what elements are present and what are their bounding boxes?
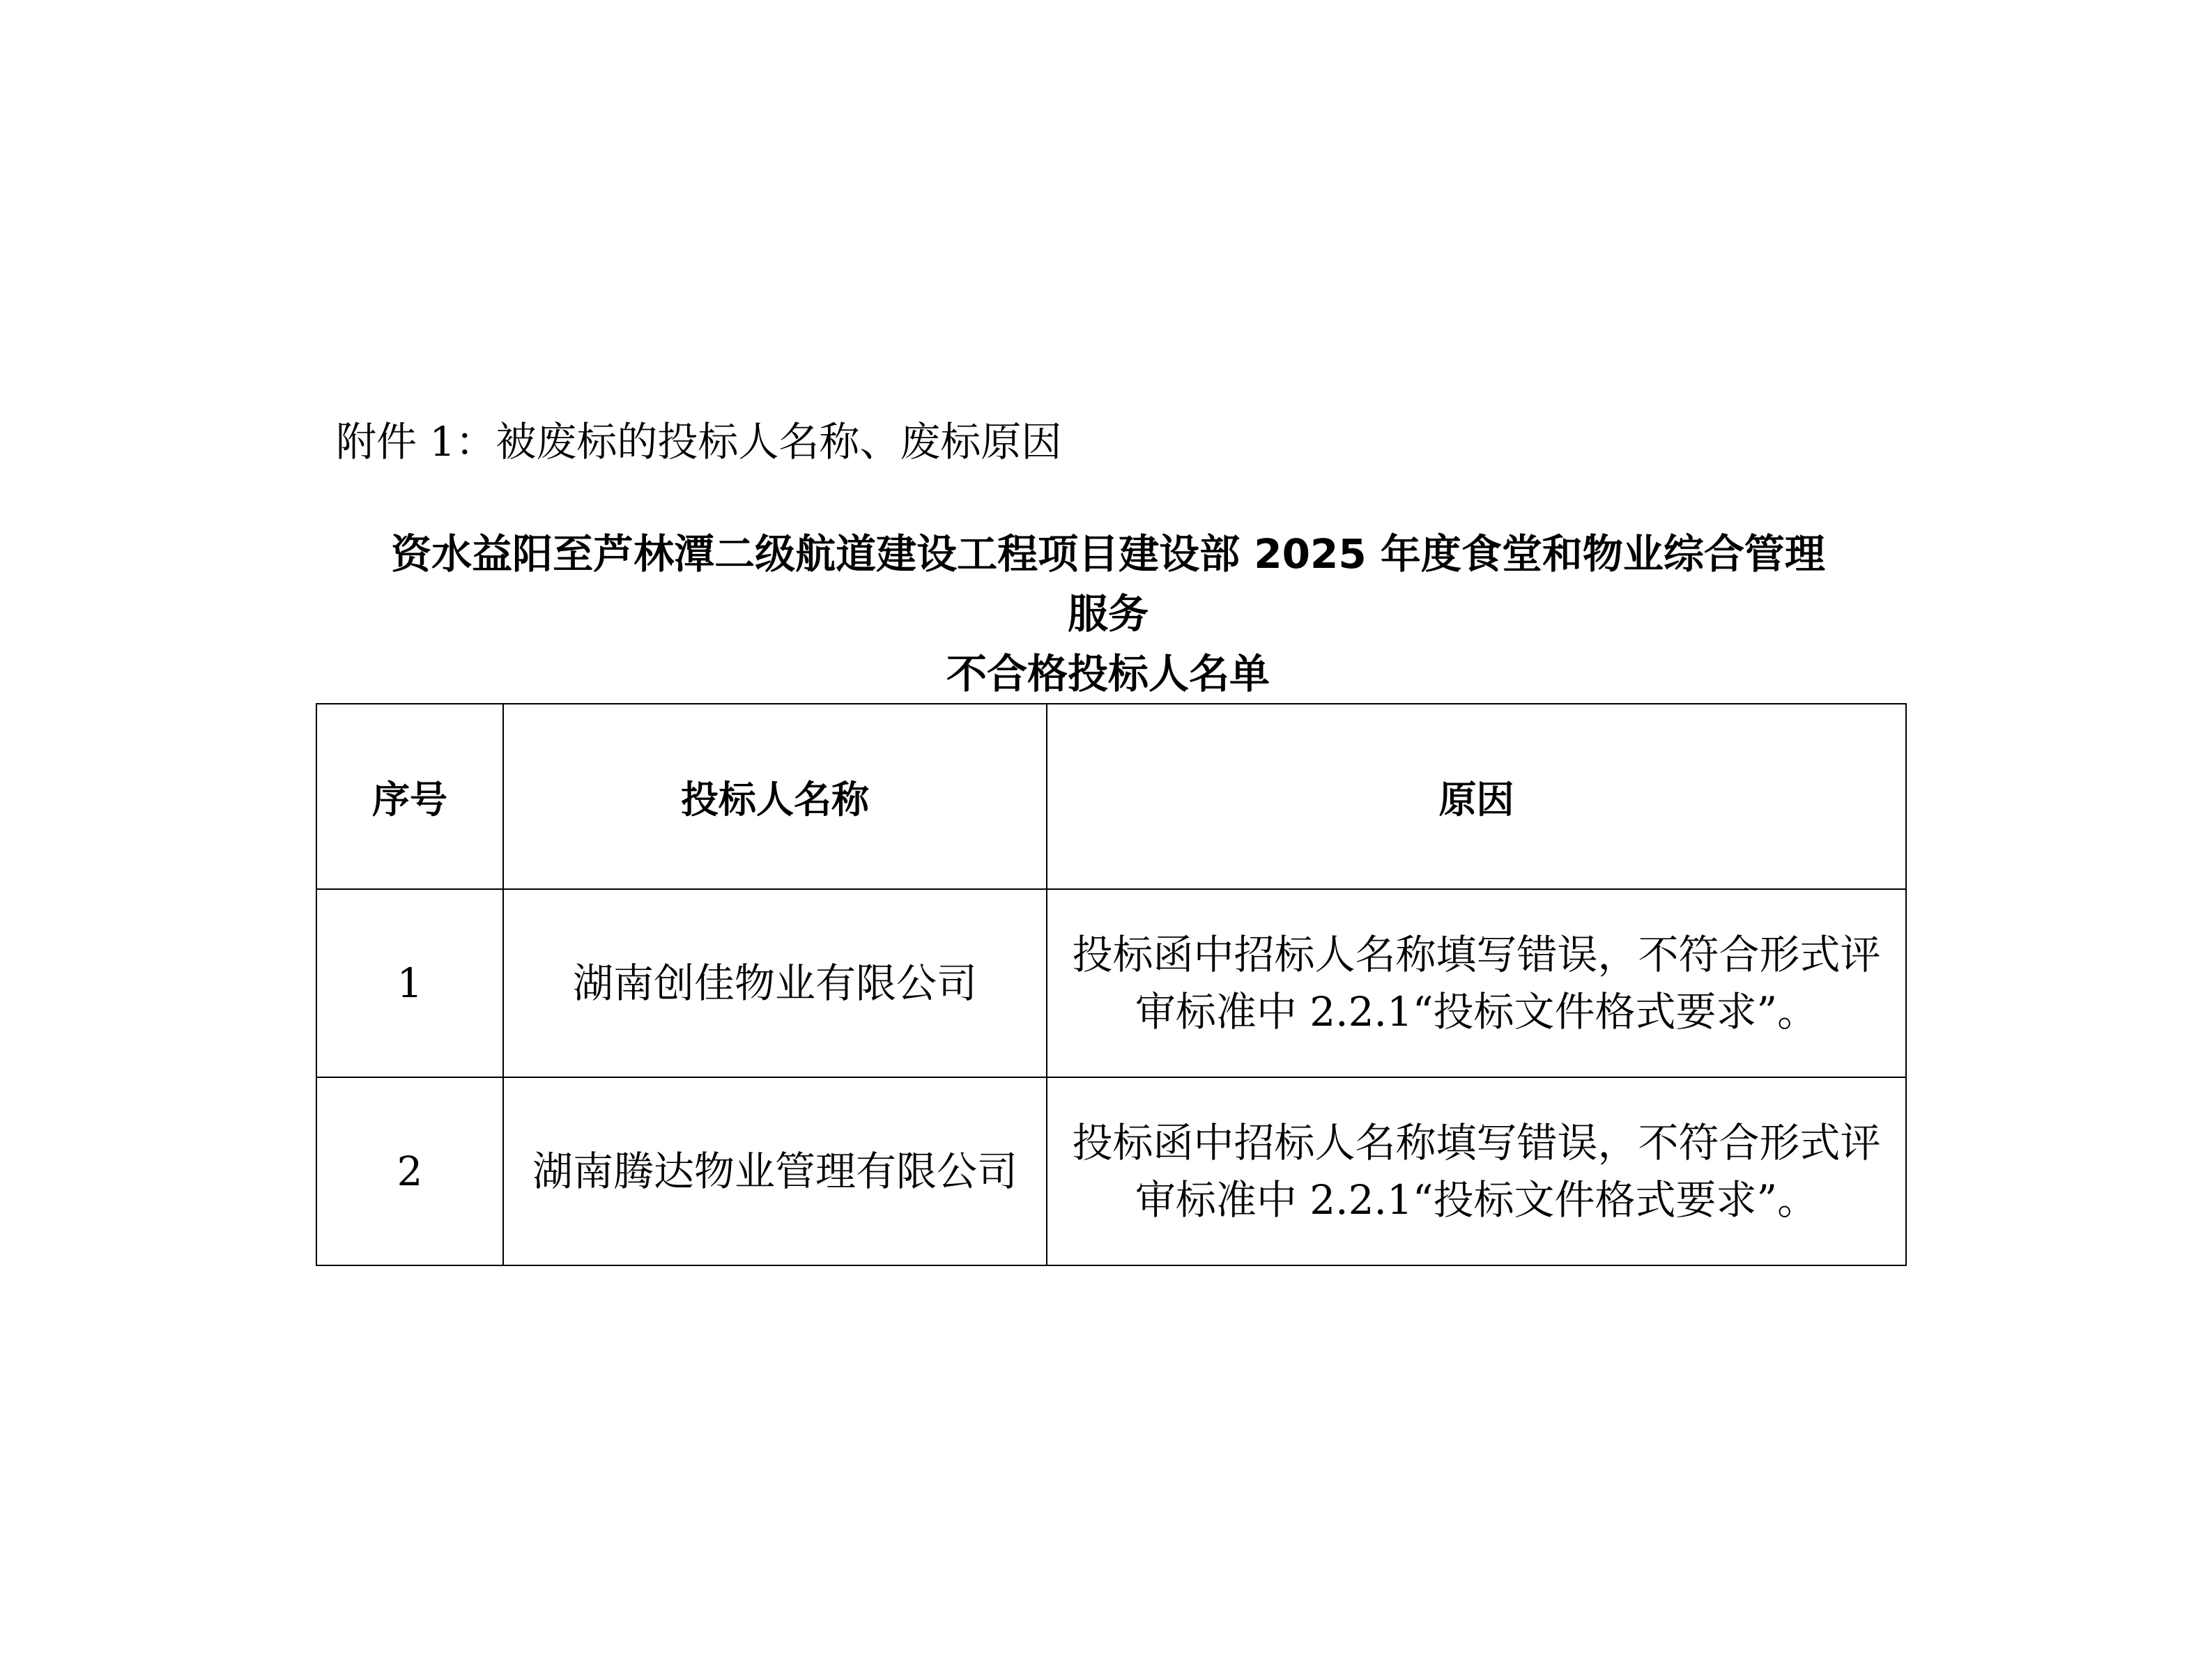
title-line-3: 不合格投标人名单: [946, 650, 1270, 698]
cell-reason: 投标函中招标人名称填写错误，不符合形式评审标准中 2.2.1“投标文件格式要求”。: [1047, 889, 1906, 1077]
document-title: [307, 524, 1910, 704]
table-row: [316, 1077, 1906, 1265]
header-serial-number: 序号: [316, 704, 503, 889]
cell-serial-number: 1: [316, 889, 503, 1077]
table-header-row: [316, 704, 1906, 889]
cell-reason: 投标函中招标人名称填写错误，不符合形式评审标准中 2.2.1“投标文件格式要求”。: [1047, 1077, 1906, 1265]
disqualified-bidders-table: [316, 703, 1907, 1266]
title-line-1: 资水益阳至芦林潭二级航道建设工程项目建设部 2025 年度食堂和物业综合管理: [391, 530, 1825, 578]
header-bidder-name: 投标人名称: [503, 704, 1047, 889]
cell-bidder-name: 湖南腾达物业管理有限公司: [503, 1077, 1047, 1265]
table-row: [316, 889, 1906, 1077]
cell-serial-number: 2: [316, 1077, 503, 1265]
header-reason: 原因: [1047, 704, 1906, 889]
title-line-2: 服务: [1067, 590, 1149, 638]
attachment-label: 附件 1：被废标的投标人名称、废标原因: [336, 418, 1062, 465]
cell-bidder-name: 湖南创佳物业有限公司: [503, 889, 1047, 1077]
